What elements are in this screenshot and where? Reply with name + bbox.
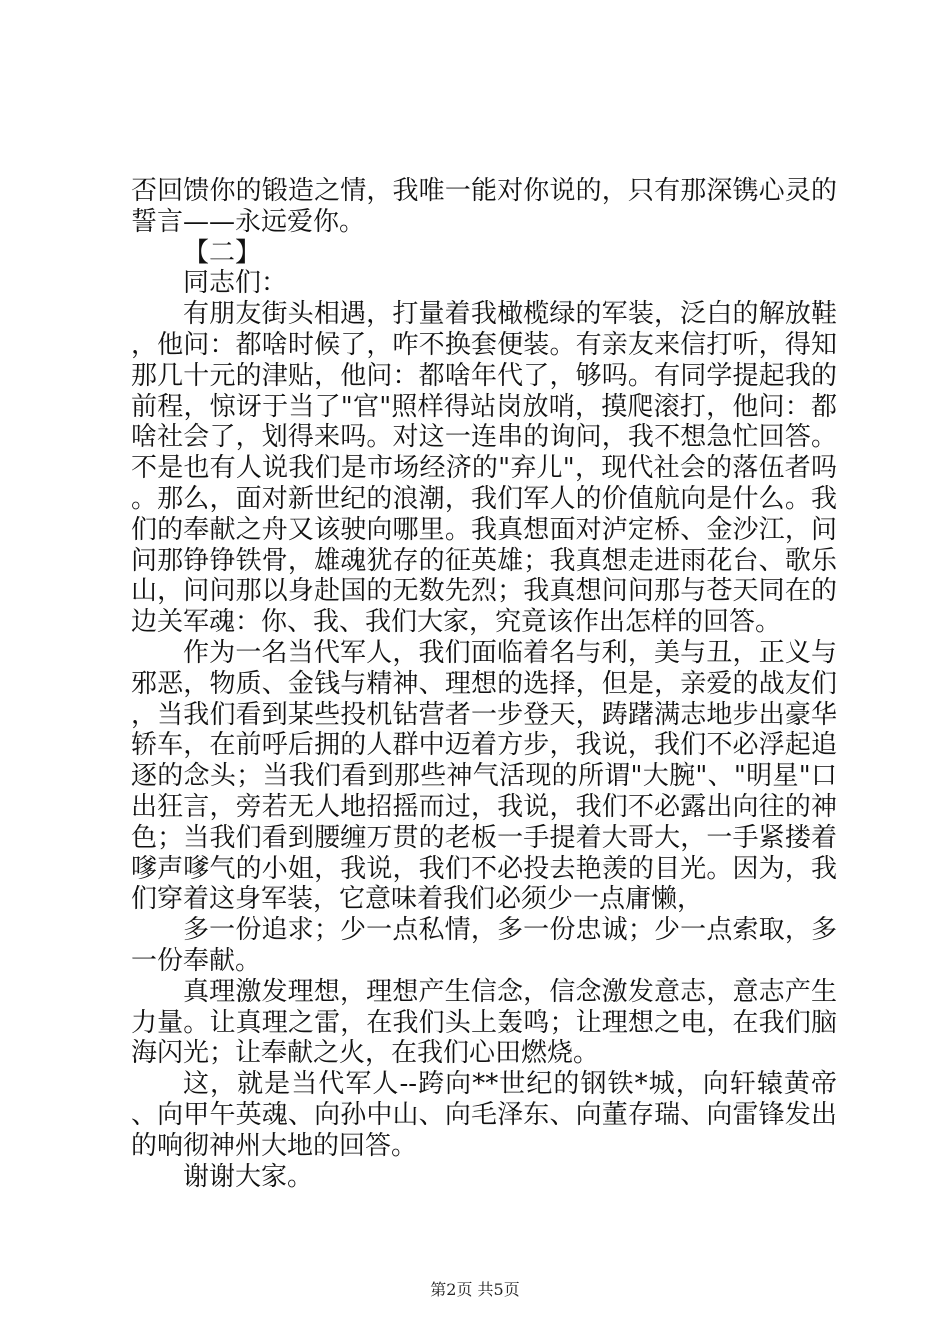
paragraph: 作为一名当代军人，我们面临着名与利，美与丑，正义与邪恶，物质、金钱与精神、理想的选择，但是，亲爱的战友们，当我们看到某些投机钻营者一步登天，踌躇满志地步出豪华轿车，在前呼后拥的人群中迈着方步，我说，我们不必浮起追逐的念头；当我们看到那些神气活现的所谓"大腕"、"明星"口出狂言，旁若无人地招摇而过，我说，我们不必露出向往的神色；当我们看到腰缠万贯的老板一手提着大哥大，一手紧搂着嗲声嗲气的小姐，我说，我们不必投去艳羡的目光。因为，我们穿着这身军装，它意味着我们必须少一点庸懒， bbox=[131, 637, 837, 915]
paragraph: 真理激发理想，理想产生信念，信念激发意志，意志产生力量。让真理之雷，在我们头上轰鸣；让理想之电，在我们脑海闪光；让奉献之火，在我们心田燃烧。 bbox=[131, 976, 837, 1069]
closing-line: 谢谢大家。 bbox=[183, 1161, 314, 1192]
paragraph-continuation: 否回馈你的锻造之情，我唯一能对你说的，只有那深镌心灵的誓言——永远爱你。 bbox=[131, 176, 837, 237]
document-body bbox=[131, 176, 837, 1192]
paragraph: 有朋友街头相遇，打量着我橄榄绿的军装，泛白的解放鞋，他问：都啥时候了，咋不换套便装。有亲友来信打听，得知那几十元的津贴，他问：都啥年代了，够吗。有同学提起我的前程，惊讶于当了"官"照样得站岗放哨，摸爬滚打，他问：都啥社会了，划得来吗。对这一连串的询问，我不想急忙回答。不是也有人说我们是市场经济的"弃儿"，现代社会的落伍者吗。那么，面对新世纪的浪潮，我们军人的价值航向是什么。我们的奉献之舟又该驶向哪里。我真想面对泸定桥、金沙江，问问那铮铮铁骨，雄魂犹存的征英雄；我真想走进雨花台、歌乐山，问问那以身赴国的无数先烈；我真想问问那与苍天同在的边关军魂：你、我、我们大家，究竟该作出怎样的回答。 bbox=[131, 299, 837, 638]
section-heading: 【二】 bbox=[183, 237, 262, 268]
salutation: 同志们： bbox=[183, 268, 288, 299]
paragraph: 这，就是当代军人--跨向**世纪的钢铁*城，向轩辕黄帝、向甲午英魂、向孙中山、向毛泽东、向董存瑞、向雷锋发出的响彻神州大地的回答。 bbox=[131, 1069, 837, 1161]
page-number-footer: 第2页 共5页 bbox=[430, 1280, 520, 1299]
paragraph: 多一份追求；少一点私情，多一份忠诚；少一点索取，多一份奉献。 bbox=[131, 915, 837, 976]
